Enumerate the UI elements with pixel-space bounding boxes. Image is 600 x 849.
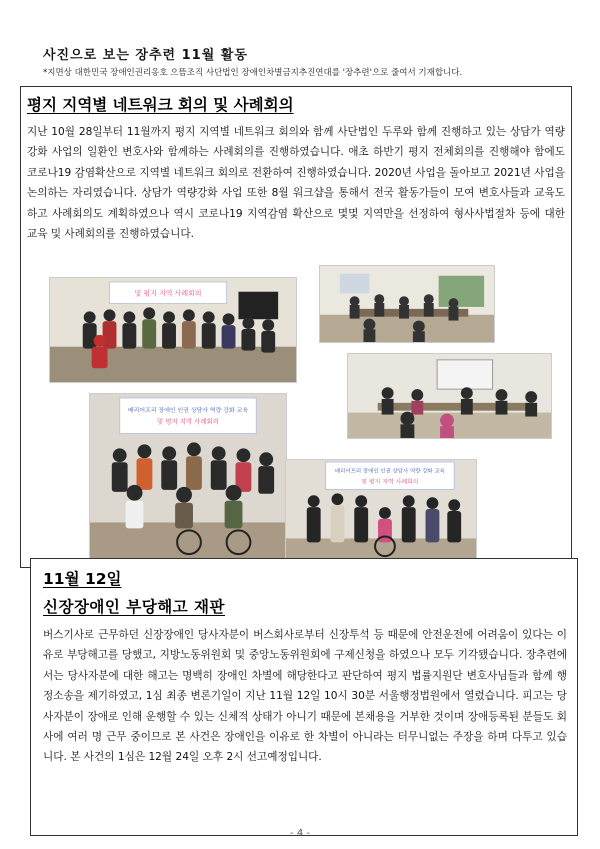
section-date: 11월 12일 [43, 570, 122, 588]
photo-meeting-room-2 [347, 353, 552, 439]
svg-text:배리어프리 장애인 인권 상담사 역량 강화 교육: 배리어프리 장애인 인권 상담사 역량 강화 교육 [334, 468, 445, 475]
photo-group-3 [285, 459, 477, 563]
page-header-note: *지면상 대한민국 장애인권리옹호 으뜸조직 사단법인 장애인차별금지추진연대를 '장추련'으로 줄여서 기재합니다. [43, 68, 463, 78]
photo-banner-text: 및 평지 지역 사례회의 [134, 289, 202, 298]
page-header-title: 사진으로 보는 장추련 11월 활동 [43, 48, 248, 63]
section-network-meeting [20, 86, 572, 568]
section-unfair-dismissal-trial [30, 558, 578, 836]
svg-text:배리어프리 장애인 인권 상담사 역량 강화 교육: 배리어프리 장애인 인권 상담사 역량 강화 교육 [127, 406, 249, 414]
svg-text:및 평지 지역 사례회의: 및 평지 지역 사례회의 [361, 479, 419, 486]
svg-text:및 평지 지역 사례회의: 및 평지 지역 사례회의 [157, 417, 219, 426]
section-title: 신장장애인 부당해고 재판 [43, 598, 225, 616]
section-body: 버스기사로 근무하던 신장장애인 당사자분이 버스회사로부터 신장투석 등 때문에 안전운전에 어려움이 있다는 이유로 부당해고를 당했고, 지방노동위원회 및 중앙노동위원회에 구제신청을 하였으나 모두 기각됐습니다. 장추련에서는 당사자분에 대한 해고는 명백히 장애인 차별에 해당한다고 판단하여 평지 법률지원단 변호사님들과 함께 행정소송을 제기하였고, 1심 최종 변론기일이 지난 11월 12일 10시 30분 서울행정법원에서 열렸습니다. 피고는 당사자분이 장애로 인해 운행할 수 있는 신체적 상태가 아니기 때문에 본채용을 거부한 것이며 장애등록된 분들도 회사에 여러 명 근무 중이므로 본 사건은 장애인을 이유로 한 차별이 아니라는 터무니없는 주장을 하며 다투고 있습니다. 본 사건의 1심은 12월 24일 오후 2시 선고예정입니다. [43, 629, 567, 764]
section-title: 평지 지역별 네트워크 회의 및 사례회의 [27, 96, 294, 114]
section-body: 지난 10월 28일부터 11월까지 평지 지역별 네트워크 회의와 함께 사단법인 두루와 함께 진행하고 있는 상담가 역량강화 사업의 일환인 변호사와 함께하는 사례회의를 진행하였습니다. 애초 하반기 평지 전체회의를 진행해야 함에도 코로나19 감염확산으로 지역별 네트워크 회의로 전환하여 진행하였습니다. 2020년 사업을 돌아보고 2021년 사업을 논의하는 자리였습니다. 상담가 역량강화 사업 또한 8월 워크샵을 통해서 전국 활동가들이 모여 변호사들과 교육도 하고 사례회의도 계획하였으나 역시 코로나19 지역감염 확산으로 몇몇 지역만을 선정하여 형사사법절차 등에 대한 교육 및 사례회의를 진행하였습니다. [27, 126, 565, 241]
page-number: - 4 - [290, 828, 310, 839]
photo-meeting-room-1 [319, 265, 495, 343]
photo-group-2 [89, 393, 287, 563]
photo-group-1 [49, 277, 297, 383]
